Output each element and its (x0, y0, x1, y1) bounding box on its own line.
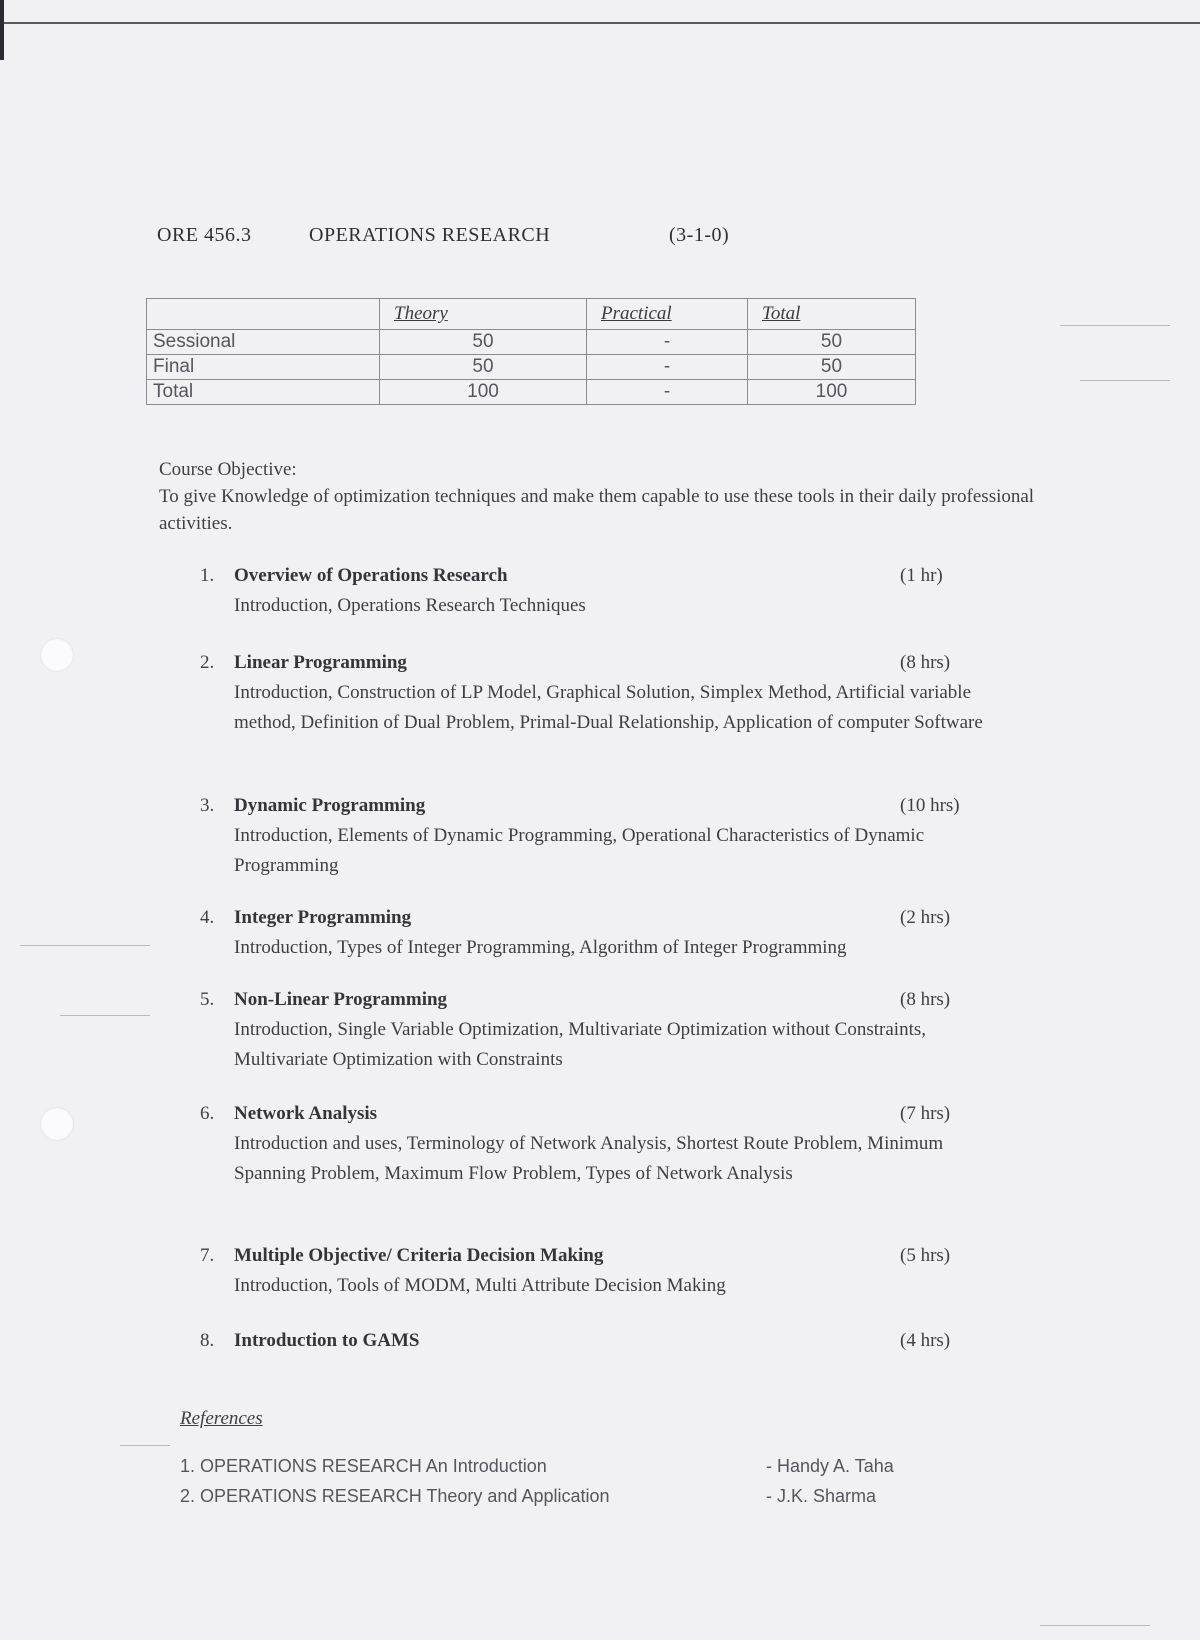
unit-1 (200, 561, 1000, 621)
reference-author: - Handy A. Taha (766, 1456, 894, 1476)
scan-artifact (1040, 1625, 1150, 1626)
unit-description: Introduction, Elements of Dynamic Programming, Operational Characteristics of Dynamic Programming (234, 825, 925, 876)
total-cell: 100 (748, 380, 916, 405)
unit-hours: (10 hrs) (900, 795, 960, 816)
reference-book: 1. OPERATIONS RESEARCH An Introduction (180, 1456, 547, 1476)
unit-hours: (7 hrs) (900, 1103, 951, 1124)
unit-title: Network Analysis (234, 1103, 378, 1124)
scan-artifact (120, 1445, 170, 1446)
total-cell: 50 (748, 330, 916, 355)
table-header-theory: Theory (380, 299, 587, 330)
unit-number: 4. (200, 907, 215, 928)
table-header-row (147, 299, 916, 330)
unit-number: 5. (200, 989, 215, 1010)
unit-description: Introduction, Tools of MODM, Multi Attribute Decision Making (234, 1275, 726, 1296)
unit-title: Integer Programming (234, 907, 412, 928)
practical-cell: - (587, 380, 748, 405)
theory-cell: 50 (380, 330, 587, 355)
unit-2 (200, 648, 1000, 738)
unit-title: Non-Linear Programming (234, 989, 448, 1010)
page-top-edge (0, 22, 1200, 24)
unit-description: Introduction, Operations Research Techniques (234, 595, 586, 616)
scan-artifact (20, 945, 150, 946)
table-row (147, 355, 916, 380)
course-title: OPERATIONS RESEARCH (309, 224, 551, 246)
unit-hours: (8 hrs) (900, 989, 951, 1010)
unit-title: Multiple Objective/ Criteria Decision Making (234, 1245, 604, 1266)
unit-7 (200, 1241, 1000, 1301)
unit-5 (200, 985, 1000, 1075)
unit-3 (200, 791, 1000, 881)
theory-cell: 50 (380, 355, 587, 380)
unit-number: 1. (200, 565, 215, 586)
unit-title: Linear Programming (234, 652, 407, 673)
row-label: Final (147, 355, 380, 380)
unit-title: Overview of Operations Research (234, 565, 508, 586)
unit-number: 6. (200, 1103, 215, 1124)
unit-number: 3. (200, 795, 215, 816)
row-label: Sessional (147, 330, 380, 355)
references-section (180, 1408, 980, 1516)
course-credits: (3-1-0) (669, 224, 730, 246)
scan-artifact (1060, 325, 1170, 326)
course-code: ORE 456.3 (157, 224, 252, 246)
scan-artifact (1080, 380, 1170, 381)
page-left-edge (0, 0, 4, 60)
unit-number: 7. (200, 1245, 215, 1266)
objective-text: To give Knowledge of optimization techniques and make them capable to use these tools in their daily professional activities. (159, 486, 1035, 534)
list-item (180, 1456, 980, 1486)
objective-title: Course Objective: (159, 459, 297, 480)
reference-author: - J.K. Sharma (766, 1486, 877, 1506)
reference-book: 2. OPERATIONS RESEARCH Theory and Application (180, 1486, 610, 1506)
practical-cell: - (587, 355, 748, 380)
unit-hours: (4 hrs) (900, 1330, 951, 1351)
practical-cell: - (587, 330, 748, 355)
table-row (147, 380, 916, 405)
scan-artifact (60, 1015, 150, 1016)
table-header-total: Total (748, 299, 916, 330)
punch-hole-bottom (40, 1107, 74, 1141)
unit-description: Introduction, Single Variable Optimization, Multivariate Optimization without Constraints, Multivariate Optimization with Constraints (234, 1019, 926, 1070)
table-header-blank (147, 299, 380, 330)
unit-description: Introduction, Construction of LP Model, Graphical Solution, Simplex Method, Artificial variable method, Definition of Dual Problem, Primal-Dual Relationship, Application of computer Software (234, 682, 983, 733)
unit-title: Dynamic Programming (234, 795, 426, 816)
unit-description: Introduction, Types of Integer Programming, Algorithm of Integer Programming (234, 937, 847, 958)
table-row (147, 330, 916, 355)
table-header-practical: Practical (587, 299, 748, 330)
course-objective (159, 456, 1059, 537)
unit-8 (200, 1326, 1000, 1356)
unit-hours: (2 hrs) (900, 907, 951, 928)
theory-cell: 100 (380, 380, 587, 405)
unit-hours: (8 hrs) (900, 652, 951, 673)
unit-title: Introduction to GAMS (234, 1330, 420, 1351)
row-label: Total (147, 380, 380, 405)
total-cell: 50 (748, 355, 916, 380)
punch-hole-top (40, 638, 74, 672)
unit-description: Introduction and uses, Terminology of Network Analysis, Shortest Route Problem, Minimum Spanning Problem, Maximum Flow Problem, Types of Network Analysis (234, 1133, 944, 1184)
unit-4 (200, 903, 1000, 963)
unit-hours: (5 hrs) (900, 1245, 951, 1266)
unit-number: 2. (200, 652, 215, 673)
unit-6 (200, 1099, 1000, 1189)
references-title: References (180, 1408, 263, 1429)
marks-table (146, 298, 916, 405)
unit-number: 8. (200, 1330, 215, 1351)
unit-hours: (1 hr) (900, 565, 943, 586)
list-item (180, 1486, 980, 1516)
